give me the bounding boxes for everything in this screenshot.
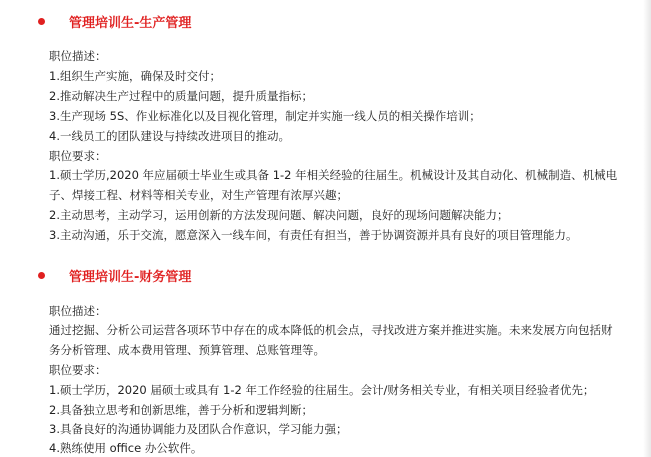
requirement-item-continued: 子、焊接工程、材料等相关专业，对生产管理有浓厚兴趣； — [49, 188, 348, 202]
requirement-item: 3.主动沟通，乐于交流，愿意深入一线车间，有责任有担当，善于协调资源并具有良好的项目管理能力。 — [49, 228, 578, 242]
requirements-label: 职位要求： — [49, 363, 107, 377]
section-heading — [38, 265, 191, 285]
description-label: 职位描述： — [49, 304, 107, 318]
red-bullet-icon — [38, 18, 45, 25]
requirements-label: 职位要求： — [49, 149, 107, 163]
description-item: 1.组织生产实施，确保及时交付； — [49, 69, 221, 83]
description-item: 2.推动解决生产过程中的质量问题，提升质量指标； — [49, 89, 313, 103]
red-bullet-icon — [38, 272, 45, 279]
page-edge-shadow — [643, 0, 651, 457]
description-item: 4.一线员工的团队建设与持续改进项目的推动。 — [49, 129, 290, 143]
requirement-item: 2.具备独立思考和创新思维，善于分析和逻辑判断； — [49, 403, 313, 417]
requirement-item: 1.硕士学历,2020 年应届硕士毕业生或具备 1-2 年相关经验的往届生。机械设计及其自动化、机械制造、机械电 — [49, 168, 618, 182]
description-label: 职位描述： — [49, 49, 107, 63]
description-text: 通过挖掘、分析公司运营各项环节中存在的成本降低的机会点，寻找改进方案并推进实施。未来发展方向包括财 — [49, 323, 613, 337]
description-item: 3.生产现场 5S、作业标准化以及目视化管理，制定并实施一线人员的相关操作培训； — [49, 109, 481, 123]
requirement-item: 2.主动思考，主动学习，运用创新的方法发现问题、解决问题，良好的现场问题解决能力； — [49, 208, 509, 222]
requirement-item: 3.具备良好的沟通协调能力及团队合作意识，学习能力强； — [49, 422, 348, 436]
section-heading — [38, 11, 191, 31]
section-title: 管理培训生-生产管理 — [69, 15, 192, 31]
section-title: 管理培训生-财务管理 — [69, 269, 192, 285]
requirement-item: 4.熟练使用 office 办公软件。 — [49, 441, 203, 455]
description-text-continued: 务分析管理、成本费用管理、预算管理、总账管理等。 — [49, 343, 325, 357]
requirement-item: 1.硕士学历，2020 届硕士或具有 1-2 年工作经验的往届生。会计/财务相关专业，有相关项目经验者优先； — [49, 383, 595, 397]
